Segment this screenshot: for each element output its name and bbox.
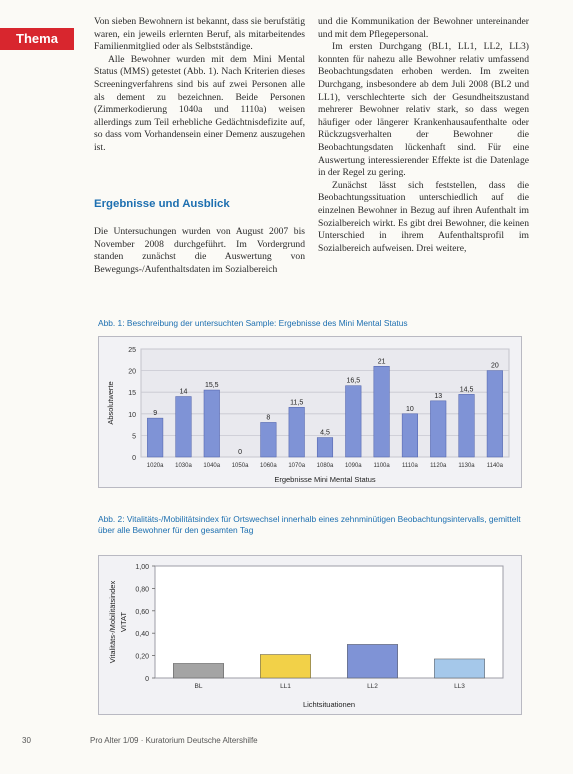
x-tick-label: 1040a xyxy=(203,463,221,469)
bar xyxy=(430,401,446,457)
figure-2-svg xyxy=(99,556,521,714)
figure-2-caption: Abb. 2: Vitalitäts-/Mobilitätsindex für Ortswechsel innerhalb eines zehnminütigen Beobachtungsintervalls, gemittelt über alle Bewohner für den gesamten Tag xyxy=(98,514,521,535)
data-label: 21 xyxy=(377,358,386,366)
figure-1-caption: Abb. 1: Beschreibung der untersuchten Sample: Ergebnisse des Mini Mental Status xyxy=(98,318,408,328)
data-label: 14 xyxy=(179,388,188,396)
bar xyxy=(487,371,503,457)
figure-1-chart xyxy=(98,336,522,488)
y-tick-label: 20 xyxy=(128,368,136,376)
x-tick-label: 1090a xyxy=(344,463,362,469)
x-tick-label: 1140a xyxy=(486,463,503,469)
left-column xyxy=(94,16,305,155)
y-tick-label: 10 xyxy=(128,411,136,419)
right-paragraph-2: Im ersten Durchgang (BL1, LL1, LL2, LL3) konnten für nahezu alle Bewohner relativ umfassend Beobachtungsdaten erhoben werden. Im zweiten Durchgang, insbesondere ab dem Juli 2008 (BL2 und LL1), verschlechterte sich der Gesundheitszustand mehrerer Bewohner relativ stark, so dass wegen häufiger oder längerer Krankenhausaufenthalte oder Rückzugsverhalten der Bewohner die Beobachtungsdaten lückenhaft sind. Für eine Auswertung interessierender Effekte ist die Datenlage in der Regel zu gering. xyxy=(318,41,529,179)
bar xyxy=(260,654,310,678)
y-tick-label: 0,40 xyxy=(135,631,149,639)
left-paragraph-3: Die Untersuchungen wurden von August 2007 bis November 2008 durchgeführt. Im Vordergrund standen zunächst die Auswertung von Bewegungs-/Aufenthaltsdaten im Sozialbereich xyxy=(94,226,305,275)
y-tick-label: 0 xyxy=(132,455,136,462)
data-label: 13 xyxy=(434,392,443,400)
bar xyxy=(346,386,362,457)
x-tick-label: 1110a xyxy=(402,463,418,469)
x-tick-label: 1050a xyxy=(231,463,249,469)
data-label: 15,5 xyxy=(204,382,219,390)
x-tick-label: 1100a xyxy=(373,463,390,469)
right-paragraph-1: und die Kommunikation der Bewohner untereinander und mit dem Pflegepersonal. xyxy=(318,16,529,40)
bar xyxy=(459,394,475,457)
figure-2-chart xyxy=(98,555,522,715)
x-tick-label: 1020a xyxy=(146,463,164,469)
data-label: 4,5 xyxy=(320,429,330,437)
right-column xyxy=(318,16,529,255)
x-tick-label: LL2 xyxy=(367,683,378,690)
bar xyxy=(347,644,397,678)
bar xyxy=(317,438,333,457)
bar xyxy=(374,366,390,457)
y-tick-label: 15 xyxy=(128,390,136,398)
y-tick-label: 0,20 xyxy=(135,653,149,661)
x-tick-label: LL3 xyxy=(454,683,465,690)
x-tick-label: 1070a xyxy=(288,463,306,469)
bar xyxy=(434,659,484,678)
bar xyxy=(289,407,305,457)
figure-1-svg xyxy=(99,337,521,487)
data-label: 20 xyxy=(490,362,499,370)
data-label: 14,5 xyxy=(459,386,474,394)
y-tick-label: 0,60 xyxy=(135,608,149,616)
x-tick-label: BL xyxy=(194,683,203,690)
journal-footer: Pro Alter 1/09 · Kuratorium Deutsche Altershilfe xyxy=(90,736,258,745)
data-label: 9 xyxy=(153,410,158,418)
bar xyxy=(173,663,223,678)
left-paragraph-1: Von sieben Bewohnern ist bekannt, dass sie berufstätig waren, ein jeweils erlernten Beruf, als mitarbeitendes Familienmitglied oder als Selbstständige. xyxy=(94,16,305,53)
data-label: 16,5 xyxy=(346,377,361,385)
right-paragraph-3: Zunächst lässt sich feststellen, dass die Beobachtungssituation unterschiedlich auf die einzelnen Bewohner in Bezug auf ihren Aufenthalt im Sozialbereich wirkt. Es gibt drei Bewohner, die keinen Unterschied in ihrem Aufenthaltsprofil im Sozialbereich aufweisen. Drei weitere, xyxy=(318,179,529,254)
bar xyxy=(176,397,192,457)
bar xyxy=(261,422,277,457)
bar xyxy=(204,390,220,457)
x-tick-label: 1030a xyxy=(175,463,192,469)
data-label: 11,5 xyxy=(290,399,304,407)
section-heading: Ergebnisse und Ausblick xyxy=(94,198,230,210)
x-axis-label: Ergebnisse Mini Mental Status xyxy=(274,475,376,484)
y-axis-label: Absolutwerte xyxy=(106,381,115,425)
x-tick-label: 1120a xyxy=(430,463,447,469)
left-paragraph-2: Alle Bewohner wurden mit dem Mini Mental Status (MMS) getestet (Abb. 1). Nach Kriterien dieses Screeningverfahrens sind bis auf zwei Personen alle als dement zu bezeichnen. Beide Personen (Zimmerkodierung 1040a und 1110a) weisen allerdings zum Teil erhebliche Gedächtnisdefizite auf, so dass vom Vorhandensein einer Demenz auszugehen ist. xyxy=(94,53,305,153)
bar xyxy=(147,418,163,457)
bar xyxy=(402,414,418,457)
y-tick-label: 1,00 xyxy=(135,564,149,571)
y-axis-label-line-1: Vitalitäts-/Mobilitätsindex xyxy=(108,580,117,664)
x-tick-label: 1130a xyxy=(458,463,475,469)
x-axis-label: Lichtsituationen xyxy=(302,700,356,709)
x-tick-label: LL1 xyxy=(280,683,291,690)
data-label: 10 xyxy=(406,405,414,413)
y-tick-label: 0,80 xyxy=(135,586,149,594)
data-label: 8 xyxy=(266,414,271,422)
page-number: 30 xyxy=(22,736,31,745)
data-label: 0 xyxy=(238,449,243,456)
y-axis-label-line-2: VITAT xyxy=(119,611,128,633)
y-tick-label: 0 xyxy=(145,676,149,683)
y-tick-label: 25 xyxy=(128,347,136,354)
y-tick-label: 5 xyxy=(132,433,136,441)
section-tag: Thema xyxy=(0,28,74,50)
x-tick-label: 1060a xyxy=(260,463,277,469)
x-tick-label: 1080a xyxy=(316,463,334,469)
